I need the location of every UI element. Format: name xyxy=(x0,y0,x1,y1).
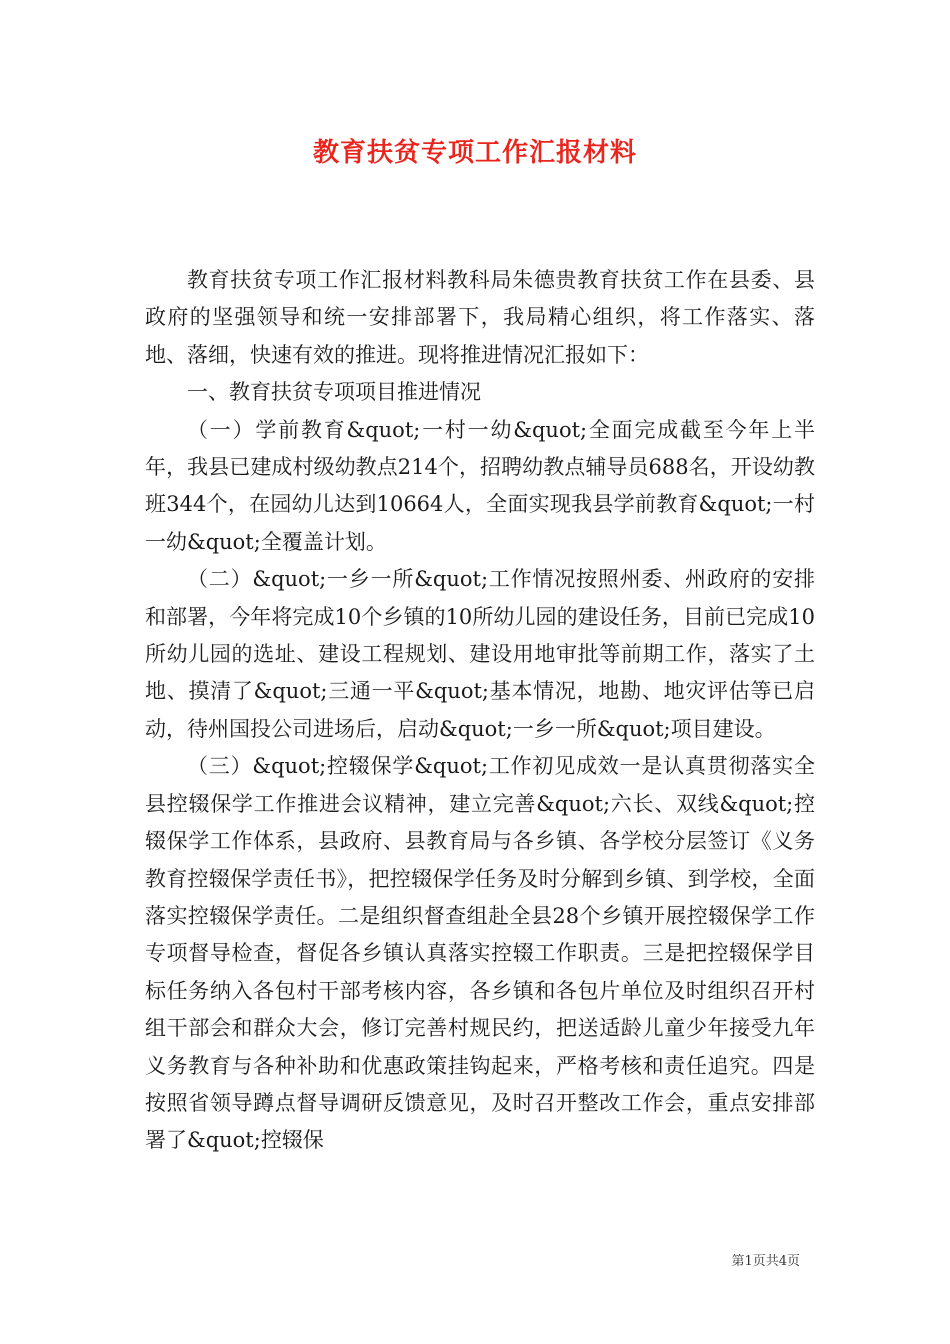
document-title: 教育扶贫专项工作汇报材料 xyxy=(312,138,637,168)
page-number: 第1页共4页 xyxy=(731,1254,800,1269)
paragraph-intro: 教育扶贫专项工作汇报材料教科局朱德贵教育扶贫工作在县委、县政府的坚强领导和统一安排部署下，我局精心组织，将工作落实、落地、落细，快速有效的推进。现将推进情况汇报如下： xyxy=(145,268,815,367)
paragraph-one-town-one-school: （二）&quot;一乡一所&quot;工作情况按照州委、州政府的安排和部署，今年将完成10个乡镇的10所幼儿园的建设任务，目前已完成10所幼儿园的选址、建设工程规划、建设用地审批等前期工作，落实了土地、摸清了&quot;三通一平&quot;基本情况，地勘、地灾评估等已启动，待州国投公司进场后，启动&quot;一乡一所&quot;项目建设。 xyxy=(145,567,815,741)
document-body xyxy=(145,262,815,1160)
paragraph-dropout-control: （三）&quot;控辍保学&quot;工作初见成效一是认真贯彻落实全县控辍保学工作推进会议精神，建立完善&quot;六长、双线&quot;控辍保学工作体系，县政府、县教育局与各乡镇、各学校分层签订《义务教育控辍保学责任书》，把控辍保学任务及时分解到乡镇、到学校，全面落实控辍保学责任。二是组织督查组赴全县28个乡镇开展控辍保学工作专项督导检查，督促各乡镇认真落实控辍工作职责。三是把控辍保学目标任务纳入各包村干部考核内容，各乡镇和各包片单位及时组织召开村组干部会和群众大会，修订完善村规民约，把送适龄儿童少年接受九年义务教育与各种补助和优惠政策挂钩起来，严格考核和责任追究。四是按照省领导蹲点督导调研反馈意见，及时召开整改工作会，重点安排部署了&quot;控辍保 xyxy=(145,754,815,1153)
paragraph-preschool: （一）学前教育&quot;一村一幼&quot;全面完成截至今年上半年，我县已建成村级幼教点214个，招聘幼教点辅导员688名，开设幼教班344个，在园幼儿达到10664人，全面实现我县学前教育&quot;一村一幼&quot;全覆盖计划。 xyxy=(145,417,815,554)
section-heading: 一、教育扶贫专项项目推进情况 xyxy=(187,380,481,405)
